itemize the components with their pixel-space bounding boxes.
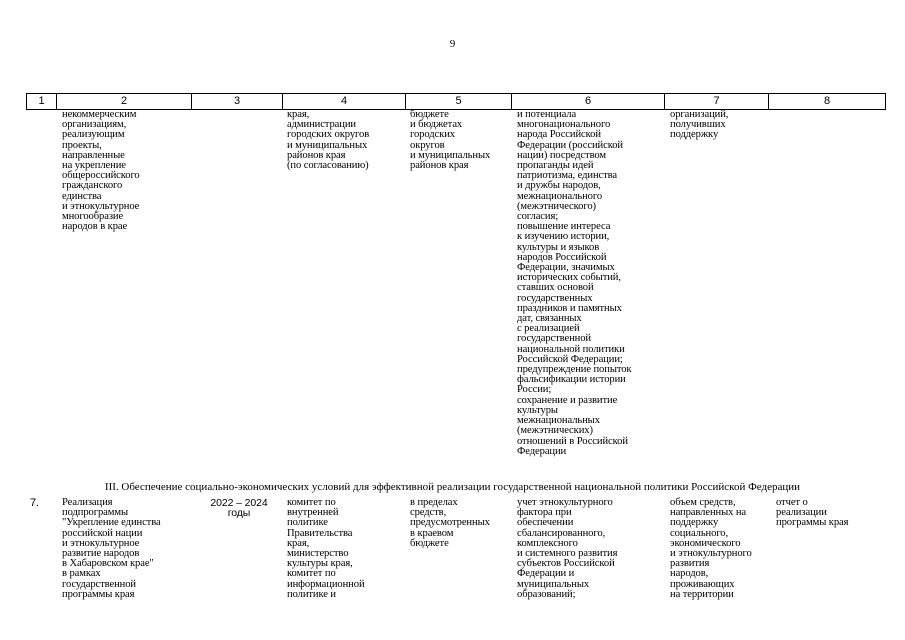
row-number: 7. (30, 497, 39, 509)
cell-indicators: объем средств, направленных на поддержку социального, экономического и этнокультурного развития народов, проживающих на территории (670, 497, 752, 600)
cell-financing: в пределах средств, предусмотренных в краевом бюджете (410, 497, 490, 549)
cell-measure-name: Реализация подпрограммы "Укрепление единства российской нации и этнокультурное развитие народов в Хабаровском крае" в рамках государственной программы края (62, 497, 161, 600)
cell-recipients: некоммерческим организациям, реализующим проекты, направленные на укрепление общероссийского гражданского единства и этнокультурное многообразие народов в крае (62, 109, 140, 233)
column-number: 4 (283, 94, 406, 110)
cell-executors: края, администрации городских округов и муниципальных районов края (по согласованию) (287, 109, 370, 172)
cell-deadline: 2022 – 2024 годы (210, 497, 268, 520)
column-number: 3 (192, 94, 283, 110)
table-header-row (26, 93, 886, 110)
column-number: 6 (512, 94, 665, 110)
cell-expected-results: и потенциала многонационального народа Российской Федерации (российской нации) посредством пропаганды идей патриотизма, единства и дружбы народов, межнационального (межэтнического) согласия; повышение интереса к изучению истории, культуры и языков народов Российской Федерации, значимых исторических событий, ставших основой государственных праздников и памятных дат, связанных с реализацией государственной национальной политики Российской Федерации; предупреждение попыток фальсификации истории России; сохранение и развитие культуры межнациональных (межэтнических) отношений в Российской Федерации (517, 109, 632, 457)
section-heading: III. Обеспечение социально-экономических условий для эффективной реализации государственной национальной политики Российской Федерации (104, 481, 801, 493)
cell-expected-results: учет этнокультурного фактора при обеспечении сбалансированного, комплексного и системного развития субъектов Российской Федерации и муниципальных образований; (517, 497, 618, 600)
cell-executors: комитет по внутренней политике Правительства края, министерство культуры края, комитет по информационной политике и (287, 497, 365, 600)
column-number: 5 (406, 94, 512, 110)
column-number: 2 (57, 94, 192, 110)
column-number: 7 (665, 94, 769, 110)
cell-financing: бюджете и бюджетах городских округов и муниципальных районов края (410, 109, 491, 172)
cell-indicators: организаций, получивших поддержку (670, 109, 729, 141)
column-number: 1 (27, 94, 57, 110)
page-number: 9 (449, 38, 456, 50)
column-number: 8 (769, 94, 886, 110)
cell-report-form: отчет о реализации программы края (776, 497, 849, 529)
